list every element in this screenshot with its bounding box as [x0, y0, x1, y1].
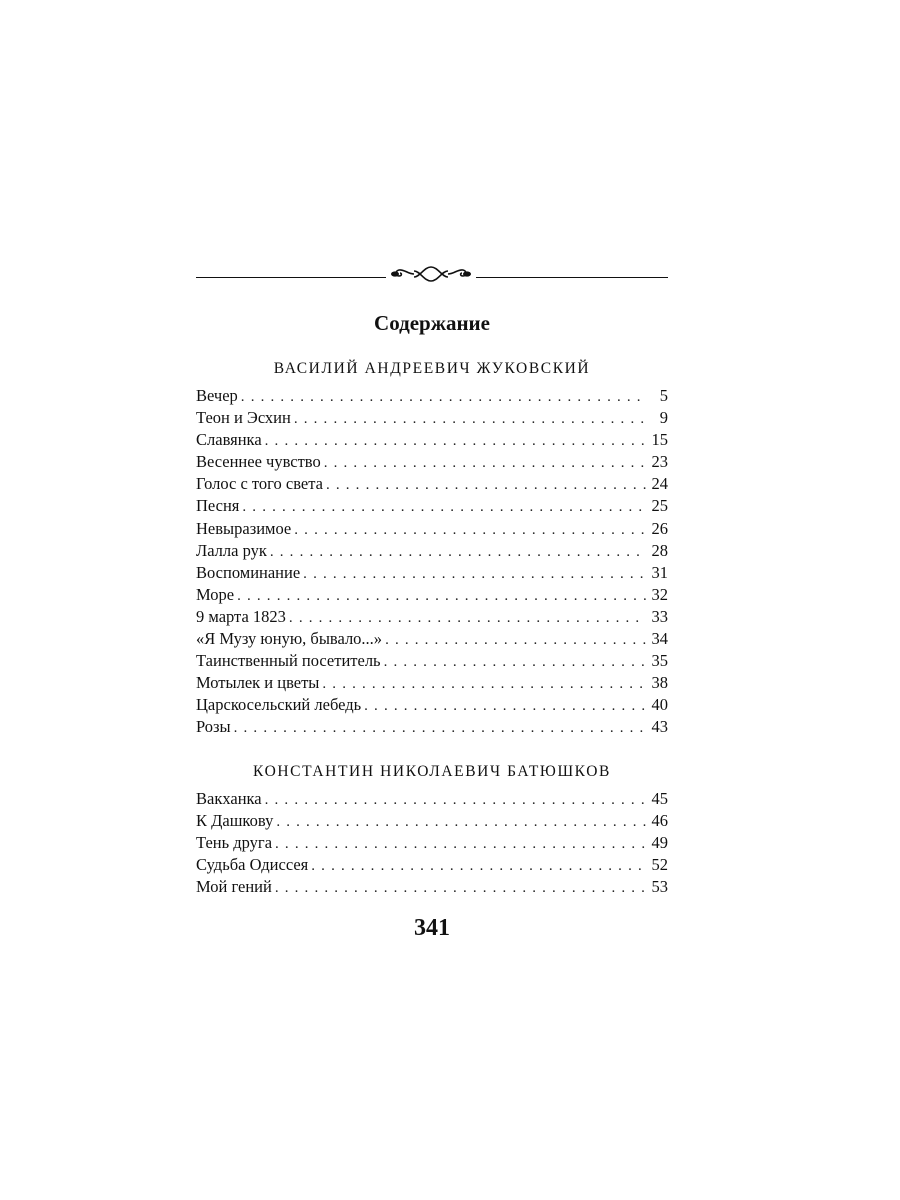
- toc-entry: [196, 832, 668, 854]
- toc-entry-title: Голос с того света: [196, 474, 323, 494]
- toc-entry: [196, 694, 668, 716]
- toc-entry-page: 9: [659, 408, 668, 428]
- toc-entry-page: 26: [651, 518, 668, 538]
- toc-entry: [196, 810, 668, 832]
- toc-entry: [196, 562, 668, 584]
- toc-entry-page: 24: [651, 474, 668, 494]
- dot-leader: [265, 430, 646, 452]
- toc-entry: [196, 788, 668, 810]
- dot-leader: [324, 452, 646, 474]
- toc-entry-title: Песня: [196, 496, 240, 516]
- toc-entry-title: Море: [196, 584, 235, 604]
- toc-entry-title: Розы: [196, 717, 231, 737]
- page-number: 341: [414, 915, 450, 941]
- toc-list-zhukovsky: [196, 385, 668, 739]
- dot-leader: [270, 541, 646, 563]
- toc-entry-title: Вечер: [196, 386, 238, 405]
- toc-entry-title: Судьба Одиссея: [196, 855, 309, 875]
- toc-entry-title: Невыразимое: [196, 518, 292, 538]
- toc-entry-title: Царскосельский лебедь: [196, 695, 362, 715]
- toc-entry-page: 23: [651, 452, 668, 472]
- toc-entry-title: Воспоминание: [196, 562, 301, 582]
- toc-entry-title: Вакханка: [196, 789, 262, 808]
- toc-entry: [196, 407, 668, 429]
- toc-entry: [196, 429, 668, 451]
- toc-entry-page: 45: [651, 789, 668, 808]
- dot-leader: [385, 629, 646, 651]
- toc-entry-title: Лалла рук: [196, 540, 267, 560]
- dot-leader: [265, 789, 646, 811]
- section-author-batyushkov: КОНСТАНТИН НИКОЛАЕВИЧ БАТЮШКОВ: [253, 763, 611, 780]
- toc-entry: [196, 876, 668, 898]
- dot-leader: [311, 855, 646, 877]
- toc-entry: [196, 451, 668, 473]
- dot-leader: [276, 811, 646, 833]
- toc-entry-page: 46: [651, 811, 668, 831]
- dot-leader: [322, 673, 646, 695]
- toc-entry: [196, 672, 668, 694]
- dot-leader: [237, 585, 646, 607]
- toc-entry: [196, 495, 668, 517]
- toc-entry-page: 35: [651, 651, 668, 671]
- toc-entry-title: Таинственный посетитель: [196, 651, 381, 671]
- dot-leader: [275, 877, 646, 899]
- toc-list-batyushkov: [196, 788, 668, 898]
- toc-entry-page: 53: [651, 877, 668, 897]
- dot-leader: [326, 474, 646, 496]
- toc-entry-page: 43: [651, 717, 668, 737]
- toc-entry: [196, 385, 668, 407]
- toc-entry: [196, 628, 668, 650]
- toc-entry: [196, 584, 668, 606]
- toc-entry-title: Весеннее чувство: [196, 452, 321, 472]
- toc-entry: [196, 518, 668, 540]
- toc-entry-page: 52: [651, 855, 668, 875]
- dot-leader: [364, 695, 646, 717]
- dot-leader: [294, 408, 646, 430]
- toc-entry-page: 31: [651, 562, 668, 582]
- dot-leader: [241, 386, 646, 408]
- toc-entry-title: Мотылек и цветы: [196, 673, 320, 693]
- toc-entry-title: Мой гений: [196, 877, 272, 897]
- toc-entry-page: 38: [651, 673, 668, 693]
- toc-entry-page: 25: [651, 496, 668, 516]
- toc-entry-page: 40: [651, 695, 668, 715]
- dot-leader: [289, 607, 646, 629]
- toc-entry-page: 15: [651, 430, 668, 450]
- toc-entry-title: 9 марта 1823: [196, 606, 286, 626]
- dot-leader: [234, 717, 646, 739]
- flourish-ornament-icon: [386, 260, 476, 284]
- dot-leader: [303, 563, 646, 585]
- toc-entry-title: Теон и Эсхин: [196, 408, 291, 428]
- toc-entry: [196, 716, 668, 738]
- dot-leader: [242, 496, 646, 518]
- toc-entry: [196, 540, 668, 562]
- header-ornament-rule: [196, 260, 668, 284]
- toc-entry-page: 49: [651, 833, 668, 853]
- dot-leader: [275, 833, 646, 855]
- toc-entry-page: 28: [651, 540, 668, 560]
- toc-entry-page: 5: [659, 386, 668, 405]
- toc-entry-title: Славянка: [196, 430, 262, 450]
- dot-leader: [384, 651, 646, 673]
- toc-entry-title: Тень друга: [196, 833, 273, 853]
- dot-leader: [294, 519, 646, 541]
- toc-entry-page: 34: [651, 629, 668, 649]
- toc-entry: [196, 606, 668, 628]
- toc-entry: [196, 473, 668, 495]
- toc-entry-page: 33: [651, 606, 668, 626]
- page-title: Содержание: [374, 311, 490, 335]
- toc-entry-page: 32: [651, 584, 668, 604]
- toc-entry: [196, 854, 668, 876]
- section-author-zhukovsky: ВАСИЛИЙ АНДРЕЕВИЧ ЖУКОВСКИЙ: [273, 360, 591, 377]
- toc-entry-title: «Я Музу юную, бывало...»: [196, 629, 383, 649]
- toc-entry: [196, 650, 668, 672]
- toc-entry-title: К Дашкову: [196, 811, 274, 831]
